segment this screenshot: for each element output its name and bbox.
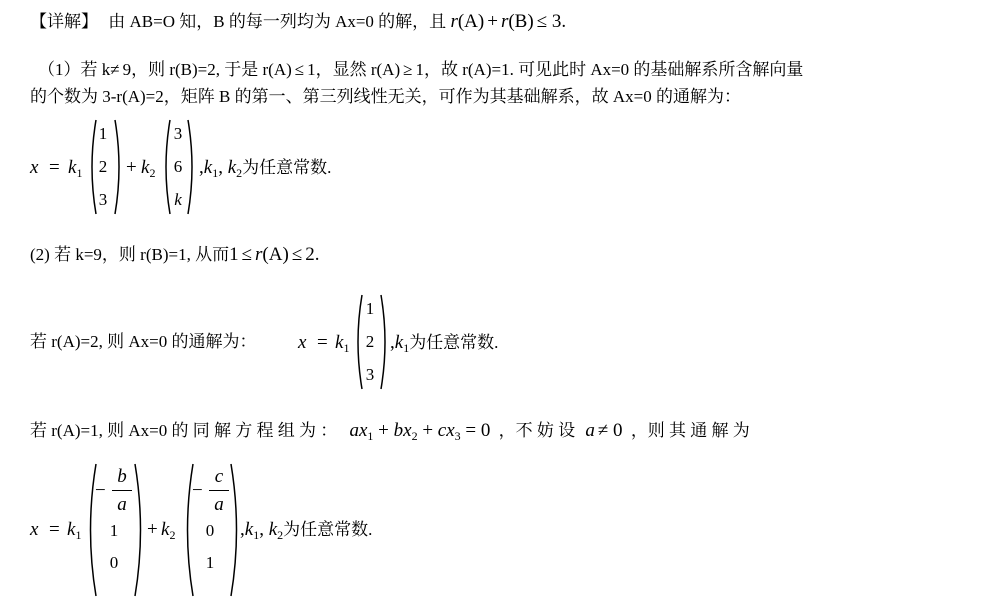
le-symbol: ≤ [241, 244, 253, 265]
rank-arg: (A) [262, 244, 289, 265]
vec-entry: 0 [109, 553, 119, 572]
num: 2. [305, 244, 320, 265]
case2-sub2-line [30, 420, 750, 443]
text: 1，显然 r(A) [307, 60, 401, 79]
text: ，则 其 通 解 为 [630, 421, 750, 440]
text: （1）若 k [38, 60, 111, 79]
k2-coef: $k_2$ [141, 157, 156, 180]
k1-coef: $k_1$ [335, 332, 350, 355]
rank-symbol: r [255, 244, 263, 265]
case2-line1 [30, 245, 320, 264]
vec-entry: 1 [205, 553, 215, 572]
rank-symbol: r [500, 11, 509, 32]
case1-line2: 的个数为 3-r(A)=2，矩阵 B 的第一、第三列线性无关，可作为其基础解系，故 Ax=0 的通解为： [30, 87, 741, 106]
equals: = [49, 519, 60, 540]
fraction-numerator: b [117, 466, 127, 487]
minus-sign: − [95, 480, 106, 501]
right-paren [186, 118, 198, 216]
vec-entry: 1 [109, 521, 119, 540]
fraction-denominator: a [214, 494, 224, 515]
header-line [30, 12, 566, 31]
header-intro: 由 AB=O 知，B 的每一列均为 Ax=0 的解，且 [108, 12, 447, 31]
text: 1，故 r(A)=1. 可见此时 Ax=0 的基础解系所含解向量 [415, 60, 804, 79]
vec2-entry: k [174, 190, 182, 209]
le-symbol: ≤ [291, 244, 303, 265]
eq1-tail: $,k_1$, $k_2$为任意常数. [199, 157, 332, 180]
k2-coef: $k_2$ [161, 519, 176, 542]
inequality: ≤ 3. [536, 11, 567, 32]
text: (2) 若 k=9，则 r(B)=1, 从而 [30, 245, 230, 264]
fraction-bar [112, 490, 132, 491]
case1-line1 [38, 61, 803, 78]
eq3-tail: $,k_1$, $k_2$为任意常数. [240, 519, 373, 542]
x-var: x [298, 332, 307, 353]
text: 9，则 r(B)=2, 于是 r(A) [122, 60, 292, 79]
rank-arg: (A) [457, 11, 485, 32]
right-paren [113, 118, 125, 216]
sub2-equation: $ax_1 + bx_2 + cx_3 = 0$ [349, 420, 491, 443]
eq2-tail: $,k_1$为任意常数. [390, 332, 499, 355]
neq-symbol: ≠ [110, 60, 120, 79]
vec1-entry: 1 [98, 124, 108, 143]
vec1-entry: 2 [98, 157, 108, 176]
fraction-bar [209, 490, 229, 491]
fraction-denominator: a [117, 494, 127, 515]
k1-coef: $k_1$ [67, 519, 82, 542]
text: 若 r(A)=1, 则 Ax=0 的 同 解 方 程 组 为 ： [30, 421, 338, 440]
detail-tag: 【详解】 [30, 12, 98, 31]
rank-arg: (B) [508, 11, 534, 32]
num: 1 [229, 244, 239, 265]
neq-expr: ≠ 0 [597, 420, 623, 441]
x-var: x [30, 519, 39, 540]
equals: = [317, 332, 328, 353]
rank-symbol: r [450, 11, 458, 32]
vec-entry: 3 [365, 365, 375, 384]
fraction-numerator: c [214, 466, 224, 487]
vec2-entry: 6 [173, 157, 183, 176]
plus-sign: + [126, 157, 137, 178]
minus-sign: − [192, 480, 203, 501]
k1-coef: $k_1$ [68, 157, 83, 180]
right-paren [133, 462, 147, 598]
sub1-text: 若 r(A)=2, 则 Ax=0 的通解为： [30, 332, 257, 351]
vec-entry: 1 [365, 299, 375, 318]
equals: = [49, 157, 60, 178]
x-var: x [30, 157, 39, 178]
vec1-entry: 3 [98, 190, 108, 209]
text: ，不 妨 设 [498, 421, 576, 440]
vec-entry: 2 [365, 332, 375, 351]
plus-sign: + [487, 11, 498, 32]
ge-symbol: ≥ [403, 60, 413, 79]
plus-sign: + [147, 519, 158, 540]
a-var: a [585, 420, 595, 441]
vec2-entry: 3 [173, 124, 183, 143]
le-symbol: ≤ [294, 60, 305, 79]
vec-entry: 0 [205, 521, 215, 540]
